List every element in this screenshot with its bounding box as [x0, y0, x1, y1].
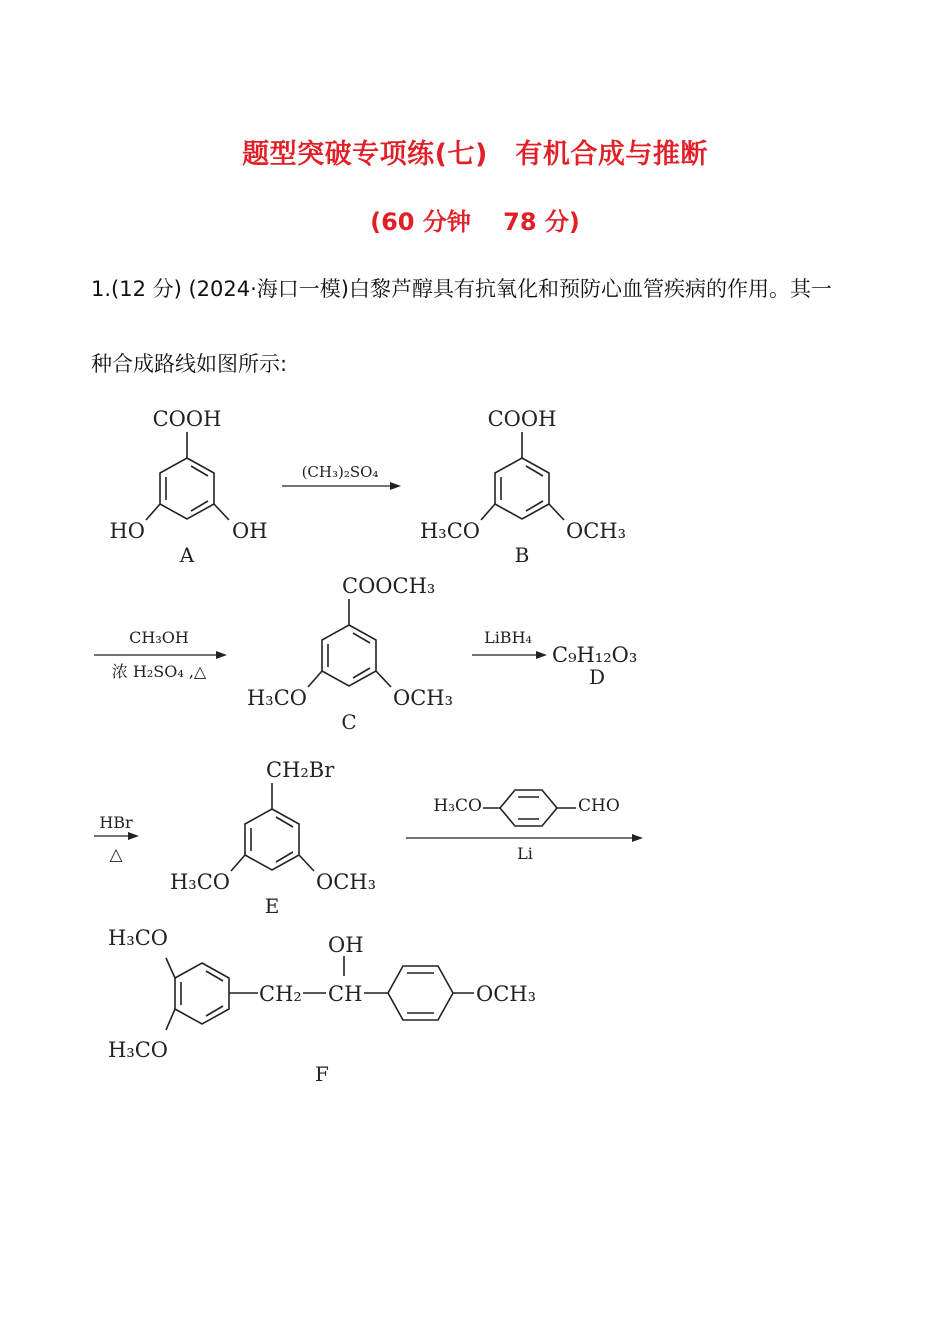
compound-c-right-group: OCH₃ — [393, 686, 454, 710]
compound-f-hydroxyl: OH — [328, 933, 364, 957]
compound-a — [109, 407, 267, 567]
reagent-aldehyde-left-group: H₃CO — [433, 796, 482, 816]
compound-e — [170, 758, 376, 918]
question-text-line-2: 种合成路线如图所示: — [91, 352, 288, 376]
compound-f-bottom-methoxy: H₃CO — [108, 1038, 169, 1062]
compound-d — [552, 643, 637, 689]
compound-a-left-group: HO — [109, 519, 145, 543]
compound-e-label: E — [264, 894, 280, 918]
compound-f — [108, 926, 536, 1086]
question-text-line-1: 1.(12 分) (2024·海口一模)白黎芦醇具有抗氧化和预防心血管疾病的作用。其一 — [91, 277, 832, 301]
compound-f-top-methoxy: H₃CO — [108, 926, 169, 950]
compound-a-top-group: COOH — [152, 407, 222, 431]
compound-a-right-group: OH — [232, 519, 268, 543]
compound-d-label: D — [588, 665, 606, 689]
compound-c-left-group: H₃CO — [246, 686, 307, 710]
compound-f-right-methoxy: OCH₃ — [476, 982, 537, 1006]
compound-e-left-group: H₃CO — [169, 870, 230, 894]
compound-b-left-group: H₃CO — [419, 519, 480, 543]
compound-b-label: B — [514, 543, 530, 567]
arrow-b-to-c — [94, 628, 227, 681]
compound-b — [420, 407, 626, 567]
arrow-b-to-c-condition: 浓 H₂SO₄ ,△ — [111, 662, 207, 681]
synthesis-scheme — [0, 380, 950, 1100]
arrow-c-to-d-reagent: LiBH₄ — [484, 628, 532, 647]
arrow-e-to-f — [406, 790, 643, 863]
page-subtitle: (60 分钟 78 分) — [370, 208, 580, 236]
arrow-b-to-c-reagent: CH₃OH — [129, 628, 189, 647]
arrow-d-to-e — [94, 813, 139, 865]
compound-f-ch: CH — [328, 982, 363, 1006]
arrow-e-to-f-condition: Li — [517, 844, 533, 863]
compound-f-label: F — [315, 1062, 329, 1086]
compound-c — [247, 574, 453, 734]
compound-f-ch2: CH₂ — [259, 982, 302, 1006]
arrow-d-to-e-condition: △ — [109, 845, 123, 865]
arrow-d-to-e-reagent: HBr — [99, 813, 133, 832]
compound-b-right-group: OCH₃ — [566, 519, 627, 543]
compound-e-right-group: OCH₃ — [316, 870, 377, 894]
page-title: 题型突破专项练(七) 有机合成与推断 — [242, 139, 708, 170]
reagent-aldehyde-right-group: CHO — [578, 796, 620, 816]
compound-b-top-group: COOH — [487, 407, 557, 431]
arrow-a-to-b — [282, 463, 401, 490]
arrow-a-to-b-reagent: (CH₃)₂SO₄ — [301, 463, 379, 481]
compound-c-top-group: COOCH₃ — [342, 574, 436, 598]
arrow-c-to-d — [472, 628, 547, 659]
compound-d-formula: C₉H₁₂O₃ — [552, 643, 638, 667]
compound-e-top-group: CH₂Br — [266, 758, 335, 782]
compound-a-label: A — [179, 543, 195, 567]
compound-c-label: C — [341, 710, 357, 734]
